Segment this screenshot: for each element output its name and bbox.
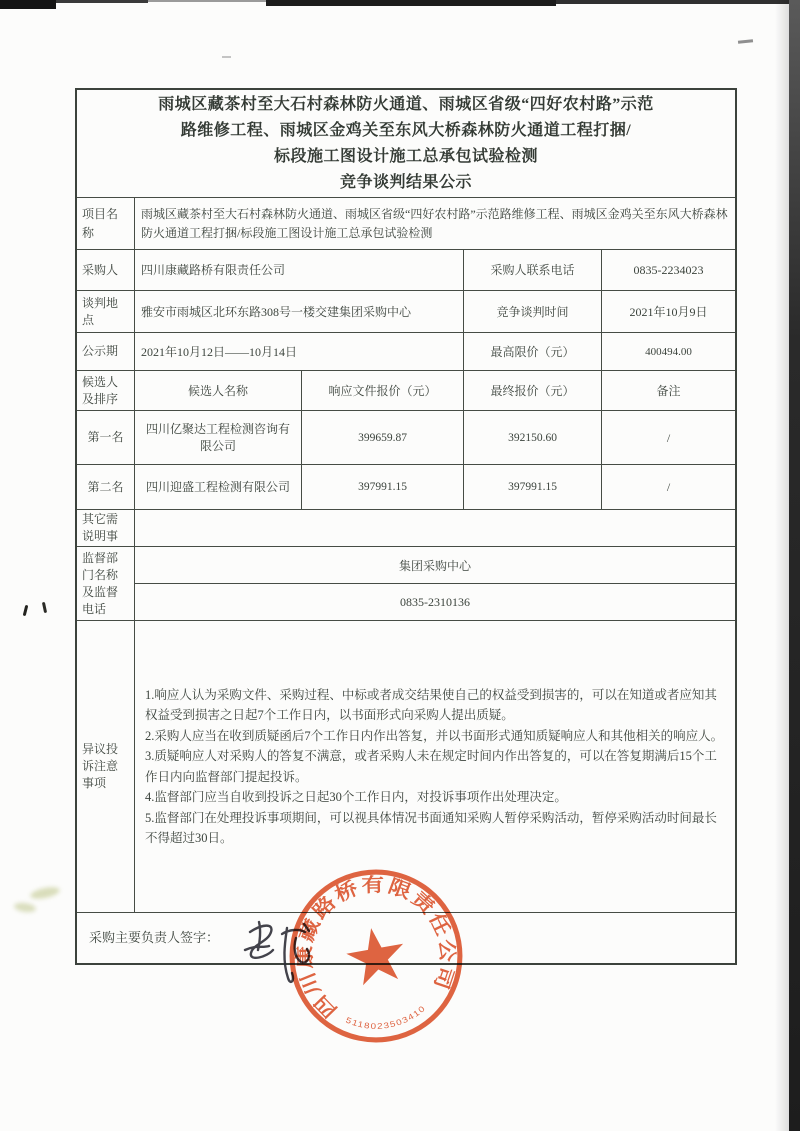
other-notes-value (135, 510, 735, 546)
row-publicity-period (77, 333, 735, 371)
purchaser-phone-value: 0835-2234023 (633, 263, 704, 277)
purchaser-label: 采购人 (77, 250, 135, 290)
scan-mark (222, 56, 231, 58)
row-candidates-header (77, 371, 735, 411)
signature-label: 采购主要负责人签字： (89, 930, 220, 945)
col-header-doc-price: 响应文件报价（元） (302, 371, 464, 410)
col-header-final-price: 最终报价（元） (464, 371, 602, 410)
row-project-name (77, 198, 735, 250)
scan-mark (738, 39, 753, 44)
scan-edge-top (0, 0, 56, 9)
row-negotiation-place (77, 291, 735, 333)
scan-edge-top (556, 0, 800, 4)
candidate-doc-price: 397991.15 (302, 465, 464, 509)
other-notes-label: 其它需说明事 (77, 510, 135, 546)
title-line: 竞争谈判结果公示 (339, 173, 472, 191)
company-seal-stamp (271, 851, 482, 1062)
purchaser-value: 四川康藏路桥有限责任公司 (135, 250, 464, 290)
candidate-rank: 第二名 (77, 465, 135, 509)
document-title (77, 90, 735, 198)
scan-edge-top (56, 0, 148, 3)
col-header-remark: 备注 (656, 383, 681, 398)
table-row-candidate-1 (77, 411, 735, 465)
objection-item: 3.质疑响应人对采购人的答复不满意，或者采购人未在规定时间内作出答复的，可以在答复期满后15个工作日内向监督部门提起投诉。 (145, 749, 717, 784)
negotiation-time-value: 2021年10月9日 (629, 304, 708, 319)
title-line: 雨城区藏茶村至大石村森林防火通道、雨城区省级“四好农村路”示范 (158, 95, 654, 113)
scan-edge-right (789, 0, 800, 1131)
title-line: 路维修工程、雨城区金鸡关至东风大桥森林防火通道工程打捆/ (180, 121, 632, 139)
objection-item: 2.采购人应当在收到质疑函后7个工作日内作出答复，并以书面形式通知质疑响应人和其他相关的响应人。 (145, 728, 724, 743)
objection-item: 5.监督部门在处理投诉事项期间，可以视具体情况书面通知采购人暂停采购活动，暂停采购活动时间最长不得超过30日。 (145, 810, 717, 845)
candidate-doc-price: 399659.87 (302, 411, 464, 464)
announcement-table (75, 88, 737, 965)
candidate-remark: / (666, 430, 671, 445)
place-value: 雅安市雨城区北环东路308号一楼交建集团采购中心 (135, 291, 464, 332)
scan-edge-top (148, 0, 266, 2)
candidate-name: 四川亿聚达工程检测咨询有限公司 (135, 411, 302, 464)
purchaser-phone-label: 采购人联系电话 (464, 250, 602, 290)
period-value: 2021年10月12日——10月14日 (135, 333, 464, 370)
candidates-label: 候选人及排序 (77, 371, 135, 410)
ink-mark (23, 605, 29, 616)
objection-item: 1.响应人认为采购文件、采购过程、中标或者成交结果使自己的权益受到损害的，可以在知道或者应知其权益受到损害之日起7个工作日内，以书面形式向采购人提出质疑。 (145, 687, 717, 722)
scan-shadow-right (775, 0, 789, 1131)
ink-smudge (13, 902, 36, 914)
row-supervision (77, 547, 735, 621)
candidate-rank: 第一名 (77, 411, 135, 464)
place-label: 谈判地点 (77, 291, 135, 332)
ink-smudge (29, 885, 60, 901)
row-purchaser (77, 250, 735, 291)
candidate-final-price: 392150.60 (464, 411, 602, 464)
project-name-label: 项目名称 (77, 198, 135, 249)
scan-edge-top (266, 0, 556, 6)
ink-mark (42, 602, 47, 613)
candidate-final-price: 397991.15 (464, 465, 602, 509)
supervision-label: 监督部门名称及监督电话 (77, 547, 135, 620)
max-price-value: 400494.00 (645, 345, 692, 358)
supervision-phone: 0835-2310136 (400, 594, 470, 609)
seal-star-icon (343, 923, 409, 987)
project-name-value: 雨城区藏茶村至大石村森林防火通道、雨城区省级“四好农村路”示范路维修工程、雨城区金鸡关至东风大桥森林防火通道工程打捆/标段施工图设计施工总承包试验检测 (141, 206, 728, 240)
seal-company-name: 四川康藏路桥有限责任公司 (295, 875, 458, 1022)
row-other-notes (77, 510, 735, 547)
period-label: 公示期 (77, 333, 135, 370)
candidate-name: 四川迎盛工程检测有限公司 (135, 465, 302, 509)
col-header-candidate-name: 候选人名称 (135, 371, 302, 410)
candidate-remark: / (666, 480, 671, 494)
objection-label: 异议投诉注意事项 (77, 621, 135, 912)
table-row-candidate-2 (77, 465, 735, 510)
objection-item: 4.监督部门应当自收到投诉之日起30个工作日内，对投诉事项作出处理决定。 (145, 790, 567, 804)
title-line: 标段施工图设计施工总承包试验检测 (273, 147, 538, 165)
seal-serial-number: 5118023503410 (344, 1004, 427, 1031)
max-price-label: 最高限价（元） (464, 333, 602, 370)
negotiation-time-label: 竞争谈判时间 (464, 291, 602, 332)
supervision-dept: 集团采购中心 (135, 547, 735, 584)
supervision-values (135, 547, 735, 620)
